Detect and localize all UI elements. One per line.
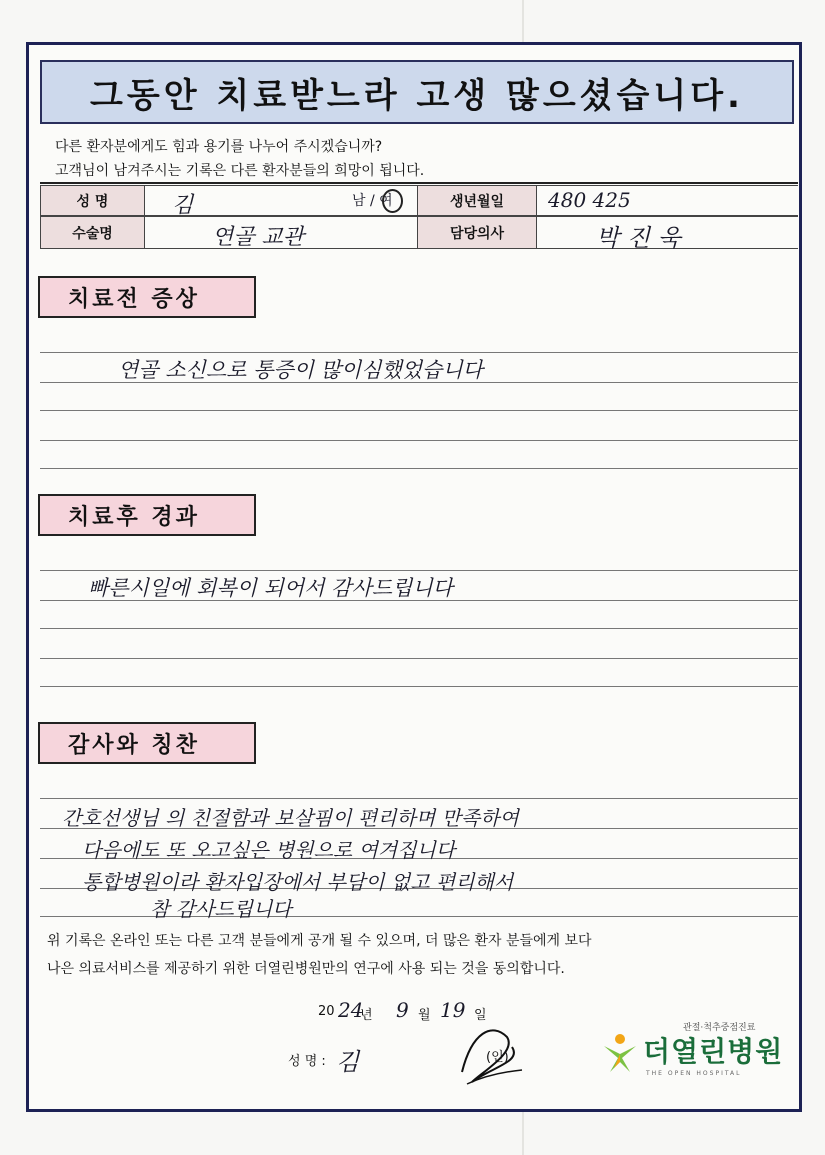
before-text-line-1: 연골 소신으로 통증이 많이심했었습니다 xyxy=(118,358,483,382)
date-month: 9 xyxy=(396,998,409,1022)
logo-name: 더열린병원 xyxy=(643,1035,784,1068)
consent-line-2: 나은 의료서비스를 제공하기 위한 더열린병원만의 연구에 사용 되는 것을 동의합니다. xyxy=(47,961,565,977)
ruled-line xyxy=(40,628,798,629)
signature-scribble xyxy=(452,1012,532,1092)
thanks-text-line-2: 다음에도 또 오고싶은 병원으로 여겨집니다 xyxy=(82,838,456,862)
consent-line-1: 위 기록은 온라인 또는 다른 고객 분들에게 공개 될 수 있으며, 더 많은 환자 분들에게 보다 xyxy=(47,933,592,949)
ruled-line xyxy=(40,468,798,469)
section-after-treatment xyxy=(38,494,256,536)
ruled-line xyxy=(40,410,798,411)
signature-label: 성 명 : xyxy=(288,1054,326,1069)
surgery-value: 연골 교관 xyxy=(212,225,305,250)
ruled-line xyxy=(40,798,798,799)
doctor-label: 담당의사 xyxy=(417,216,537,249)
ruled-line xyxy=(40,658,798,659)
after-text-line-1: 빠른시일에 회복이 되어서 감사드립니다 xyxy=(88,576,453,600)
date-day-unit: 일 xyxy=(474,1008,487,1023)
thanks-text-line-3: 통합병원이라 환자입장에서 부담이 없고 편리해서 xyxy=(82,870,514,894)
date-year: 24 xyxy=(338,998,364,1022)
section-thanks xyxy=(38,722,256,764)
section-before-treatment xyxy=(38,276,256,318)
date-year-unit: 년 xyxy=(360,1008,373,1023)
gender-circle-mark xyxy=(382,189,403,213)
section-title-thanks: 감사와 칭찬 xyxy=(68,732,200,758)
doctor-value: 박 진 욱 xyxy=(596,224,681,252)
intro-line-1: 다른 환자분에게도 힘과 용기를 나누어 주시겠습니까? xyxy=(55,139,383,155)
section-title-before: 치료전 증상 xyxy=(68,286,200,312)
thanks-text-line-1: 간호선생님 의 친절함과 보살핌이 편리하며 만족하여 xyxy=(62,806,519,830)
thanks-text-line-4: 참 감사드립니다 xyxy=(150,897,292,921)
form-title: 그동안 치료받느라 고생 많으셨습니다. xyxy=(90,75,744,116)
ruled-line xyxy=(40,686,798,687)
name-label: 성 명 xyxy=(40,185,145,216)
ruled-line xyxy=(40,570,798,571)
seal-label: (인) xyxy=(486,1050,509,1065)
logo-tagline: 관절·척추중점진료 xyxy=(683,1023,756,1033)
birth-label: 생년월일 xyxy=(417,185,537,216)
ruled-line xyxy=(40,440,798,441)
form-title-banner xyxy=(40,60,794,124)
logo-english: THE OPEN HOSPITAL xyxy=(646,1070,742,1077)
ruled-line xyxy=(40,352,798,353)
section-title-after: 치료후 경과 xyxy=(68,504,200,530)
intro-line-2: 고객님이 남겨주시는 기록은 다른 환자분들의 희망이 됩니다. xyxy=(55,163,425,179)
surgery-label: 수술명 xyxy=(40,216,145,249)
signature-name: 김 xyxy=(336,1048,360,1076)
date-prefix: 20 xyxy=(318,1004,335,1019)
birth-value: 480 425 xyxy=(548,188,631,212)
date-day: 19 xyxy=(440,998,466,1022)
gender-options: 남 / 여 xyxy=(352,193,393,209)
date-month-unit: 월 xyxy=(418,1008,431,1023)
info-top-rule xyxy=(40,182,798,184)
hospital-logo-icon xyxy=(600,1030,640,1074)
name-value: 김 xyxy=(172,193,194,218)
